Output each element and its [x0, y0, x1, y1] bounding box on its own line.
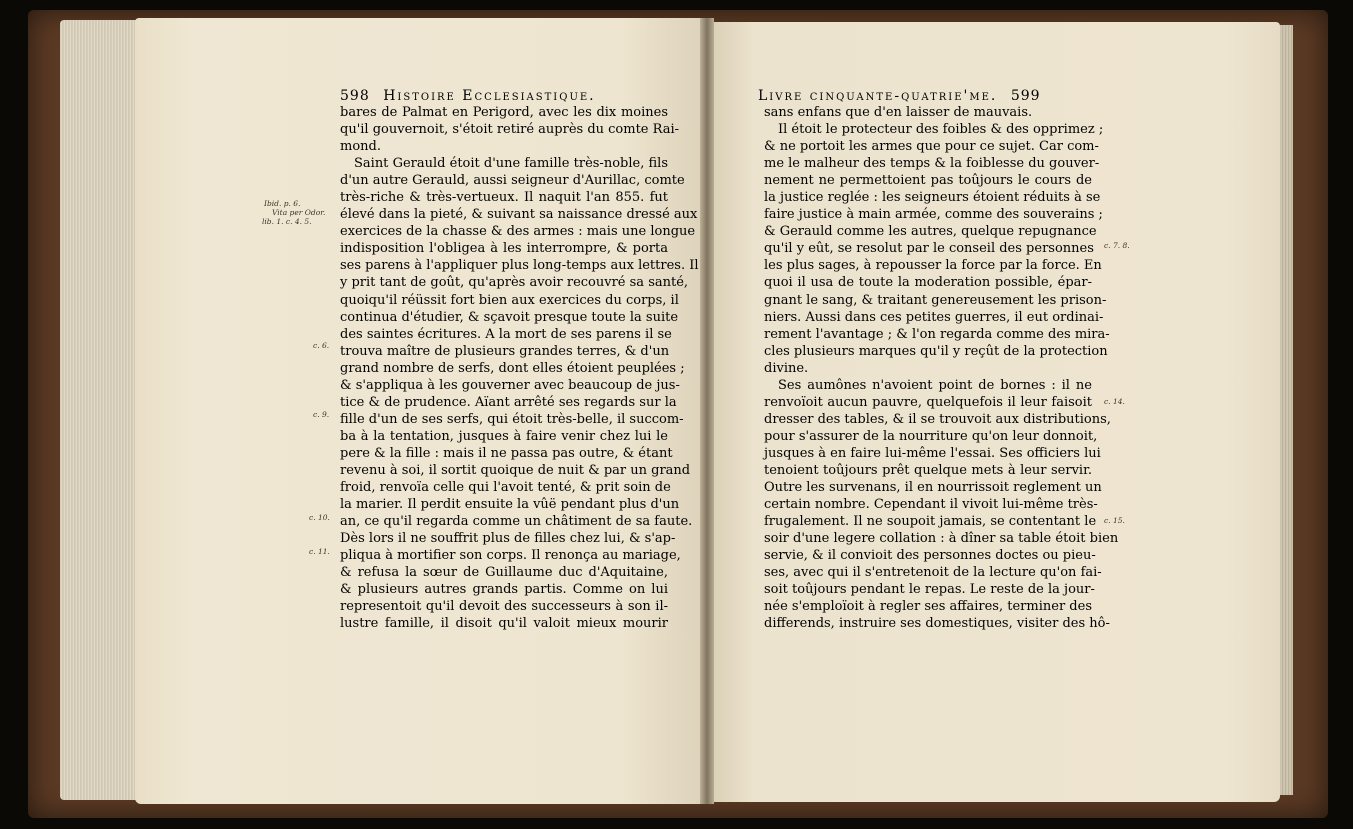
text-line: tice & de prudence. Aïant arrêté ses regards sur la [340, 394, 677, 410]
left-page-number: 598 [340, 88, 370, 104]
right-running-title: Livre cinquante-quatrie'me. [758, 88, 998, 104]
text-line: soir d'une legere collation : à dîner sa table étoit bien [764, 531, 1119, 547]
text-line: certain nombre. Cependant il vivoit lui-même très- [764, 497, 1098, 513]
text-line: les plus sages, à repousser la force par la force. En [764, 258, 1102, 274]
text-line: Dès lors il ne souffrit plus de filles chez lui, & s'ap- [340, 531, 676, 547]
text-line: & plusieurs autres grands partis. Comme on lui [340, 582, 668, 598]
text-line: rement l'avantage ; & l'on regarda comme des mira- [764, 326, 1110, 342]
text-line: frugalement. Il ne soupoit jamais, se contentant le [764, 514, 1097, 530]
text-line: ses parens à l'appliquer plus long-temps aux lettres. Il [340, 258, 699, 274]
right-margin-note: c. 7. 8. [1104, 241, 1130, 250]
text-line: née s'emploïoit à regler ses affaires, terminer des [764, 599, 1092, 615]
text-line: indisposition l'obligea à les interrompre, & porta [340, 241, 668, 257]
text-line: differends, instruire ses domestiques, visiter des hô- [764, 616, 1110, 632]
text-line: tenoient toûjours prêt quelque mets à leur servir. [764, 462, 1092, 478]
text-line: la marier. Il perdit ensuite la vûë pendant plus d'un [340, 497, 680, 513]
left-margin-note: c. 9. [313, 410, 330, 419]
text-line: quoi il usa de toute la moderation possible, épar- [764, 275, 1092, 291]
text-line: jusques à en faire lui-même l'essai. Ses officiers lui [764, 445, 1101, 461]
text-line: Saint Gerauld étoit d'une famille très-noble, fils [354, 156, 668, 172]
text-line: Outre les survenans, il en nourrissoit reglement un [764, 480, 1102, 496]
text-line: quoiqu'il réüssit fort bien aux exercices du corps, il [340, 292, 679, 308]
left-page-header [340, 88, 596, 104]
text-line: soit toûjours pendant le repas. Le reste de la jour- [764, 582, 1095, 598]
text-line: froid, renvoïa celle qui l'avoit tenté, & prit soin de [340, 480, 671, 496]
left-margin-note: c. 11. [309, 547, 330, 556]
left-page-text [340, 104, 699, 632]
right-margin-note: c. 14. [1104, 397, 1125, 406]
text-line: des saintes écritures. A la mort de ses parens il se [340, 326, 672, 342]
right-page-number: 599 [1010, 88, 1041, 104]
text-line: divine. [764, 360, 809, 376]
text-line: & Gerauld comme les autres, quelque repugnance [764, 224, 1097, 240]
text-line: sans enfans que d'en laisser de mauvais. [764, 105, 1033, 120]
text-line: gnant le sang, & traitant genereusement les prison- [764, 292, 1107, 308]
text-line: grand nombre de serfs, dont elles étoient peuplées ; [340, 360, 685, 376]
right-margin-note: c. 15. [1104, 516, 1125, 525]
text-line: & refusa la sœur de Guillaume duc d'Aquitaine, [340, 565, 668, 581]
text-line: servie, & il convioit des personnes doctes ou pieu- [764, 548, 1096, 564]
text-line: la justice reglée : les seigneurs étoient réduits à se [764, 190, 1101, 206]
text-line: revenu à soi, il sortit quoique de nuit & par un grand [340, 462, 691, 478]
text-line: élevé dans la pieté, & suivant sa naissance dressé aux [340, 207, 698, 223]
text-line: renvoïoit aucun pauvre, quelquefois il leur faisoit [764, 394, 1092, 410]
text-line: faire justice à main armée, comme des souverains ; [764, 207, 1103, 223]
text-line: cles plusieurs marques qu'il y reçût de la protection [764, 343, 1108, 359]
left-margin-note: c. 6. [313, 341, 330, 350]
page-edges-left [60, 20, 140, 800]
left-margin-note: lib. 1. c. 4. 5. [262, 217, 312, 226]
text-line: trouva maître de plusieurs grandes terres, & d'un [340, 343, 670, 359]
text-line: y prit tant de goût, qu'après avoir recouvré sa santé, [340, 275, 689, 291]
text-line: & s'appliqua à les gouverner avec beaucoup de jus- [340, 377, 680, 393]
text-line: Il étoit le protecteur des foibles & des opprimez ; [778, 122, 1104, 138]
text-line: qu'il y eût, se resolut par le conseil des personnes [764, 241, 1094, 257]
text-line: mond. [340, 139, 381, 155]
text-line: très-riche & très-vertueux. Il naquit l'an 855. fut [340, 190, 668, 206]
text-line: pliqua à mortifier son corps. Il renonça au mariage, [340, 548, 681, 564]
text-line: pere & la fille : mais il ne passa pas outre, & étant [340, 445, 673, 461]
text-line: bares de Palmat en Perigord, avec les dix moines [340, 105, 668, 120]
text-line: ses, avec qui il s'entretenoit de la lecture qu'on fai- [764, 565, 1102, 581]
text-line: continua d'étudier, & sçavoit presque toute la suite [340, 309, 679, 325]
text-line: fille d'un de ses serfs, qui étoit très-belle, il succom- [340, 411, 684, 427]
text-line: exercices de la chasse & des armes : mais une longue [340, 224, 696, 240]
text-line: nement ne permettoient pas toûjours le cours de [764, 173, 1092, 189]
book-gutter [700, 18, 714, 804]
text-line: representoit qu'il devoit des successeurs à son il- [340, 599, 668, 615]
text-line: niers. Aussi dans ces petites guerres, il eut ordinai- [764, 309, 1104, 325]
text-line: an, ce qu'il regarda comme un châtiment de sa faute. [340, 514, 693, 530]
left-margin-note: Ibid. p. 6. [264, 199, 301, 208]
text-line: & ne portoit les armes que pour ce sujet. Car com- [764, 139, 1099, 155]
text-line: lustre famille, il disoit qu'il valoit mieux mourir [340, 616, 668, 632]
text-line: ba à la tentation, jusques à faire venir chez lui le [340, 428, 668, 444]
text-line: qu'il gouvernoit, s'étoit retiré auprès du comte Rai- [340, 122, 680, 138]
left-margin-note: Vita per Odor. [272, 208, 326, 217]
right-page-header [758, 88, 1041, 104]
text-line: Ses aumônes n'avoient point de bornes : il ne [778, 377, 1092, 393]
left-margin-note: c. 10. [309, 513, 330, 522]
text-line: d'un autre Gerauld, aussi seigneur d'Aurillac, comte [340, 173, 685, 189]
text-line: me le malheur des temps & la foiblesse du gouver- [764, 156, 1100, 172]
text-line: pour s'assurer de la nourriture qu'on leur donnoit, [764, 428, 1098, 444]
left-running-title: Histoire Ecclesiastique. [383, 88, 596, 104]
text-line: dresser des tables, & il se trouvoit aux distributions, [764, 411, 1111, 427]
